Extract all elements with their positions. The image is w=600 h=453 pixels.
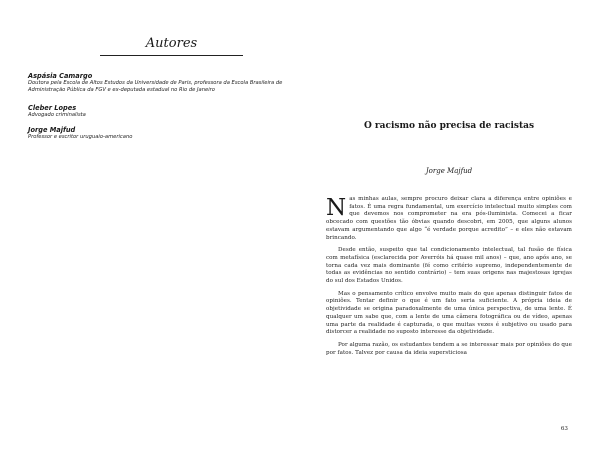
article-body	[326, 196, 572, 362]
author-description: Doutora pela Escola de Altos Estudos da Universidade de Paris, professora da Escola Brasileira de Administração Pública da FGV e ex-deputada estadual no Rio de Janeiro	[28, 80, 283, 93]
article-byline: Jorge Majfud	[425, 167, 473, 175]
author-name: Aspásia Camargo	[28, 72, 93, 80]
author-entry	[28, 72, 300, 94]
authors-heading: Autores	[145, 36, 198, 51]
article-paragraph: Desde então, suspeito que tal condicionamento intelectual, tal fusão de física com metafísica (esclarecida por Averróis há quase mil anos) – que, ano após ano, se torna cada vez mais dominante (fé como critério supremo, independentemente de todas as evidências no sentido contrário) – tem suas origens nas majestosas igrejas do sul dos Estados Unidos.	[326, 247, 572, 285]
article-title: O racismo não precisa de racistas	[363, 121, 535, 131]
author-name: Cleber Lopes	[28, 104, 77, 112]
author-description: Professor e escritor uruguaio-americano	[28, 134, 133, 140]
article-paragraph	[326, 196, 572, 242]
paragraph-text: as minhas aulas, sempre procuro deixar clara a diferença entre opiniões e fatos. É uma regra fundamental, um exercício intelectual muito simples com que devemos nos comprometer na era pós-iluminista. Comecei a ficar obcecado com questões tão óbvias quando descobri, em 2005, que alguns alunos estavam argumentando que algo “é verdade porque acredito” – e eles não estavam brincando.	[326, 196, 572, 241]
author-entry	[28, 126, 300, 141]
drop-cap: N	[326, 195, 347, 221]
article-paragraph: Mas o pensamento crítico envolve muito mais do que apenas distinguir fatos de opiniões. Tentar definir o que é um fato seria suficiente. A própria ideia de objetividade se origina paradoxalmente de uma única perspectiva, de uma lente. É qualquer um sabe que, com a lente de uma câmera fotográfica ou de vídeo, apenas uma parte da realidade é capturada, o que muitas vezes é subjetivo ou usado para distorcer a realidade no suposto interesse da objetividade.	[326, 290, 572, 336]
page-number: 63	[560, 426, 568, 432]
article-paragraph: Por alguma razão, os estudantes tendem a se interessar mais por opiniões do que por fatos. Talvez por causa da ideia supersticiosa	[326, 341, 572, 356]
author-description: Advogado criminalista	[28, 112, 86, 118]
right-page	[326, 0, 572, 453]
author-name: Jorge Majfud	[28, 126, 76, 134]
heading-underline	[100, 55, 243, 56]
author-entry	[28, 104, 300, 119]
